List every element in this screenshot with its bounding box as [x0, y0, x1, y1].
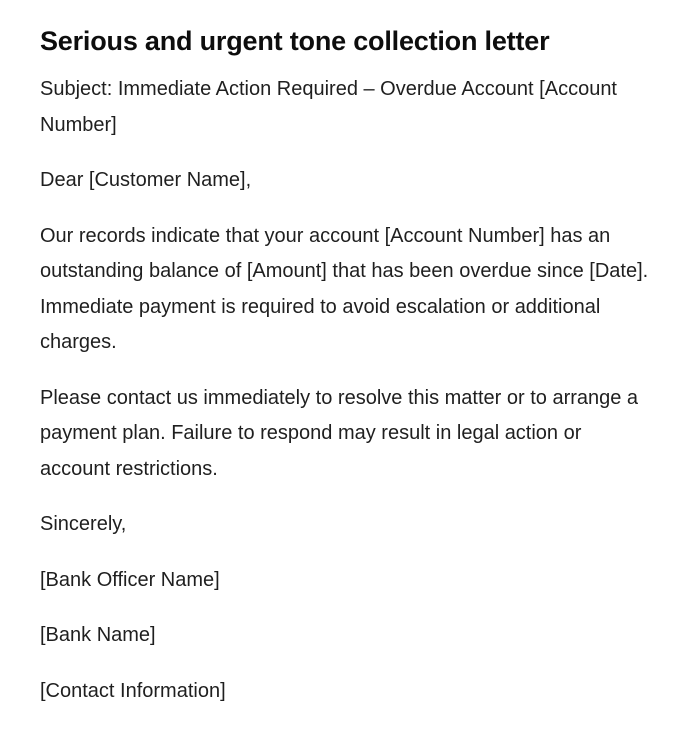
paragraph-body-overdue-notice: Our records indicate that your account [Account Number] has an outstanding balance of [Amount] that has been overdue since [Date]. Immediate payment is required to avoid escalation or additional charges.: [40, 224, 649, 353]
paragraph-salutation: Dear [Customer Name],: [40, 169, 252, 191]
paragraph-signature-bank-name: [Bank Name]: [40, 624, 156, 646]
paragraph-closing: Sincerely,: [40, 513, 127, 535]
page-title: Serious and urgent tone collection letter: [40, 26, 550, 56]
paragraph-subject-line: Subject: Immediate Action Required – Overdue Account [Account Number]: [40, 78, 617, 136]
paragraph-signature-officer-name: [Bank Officer Name]: [40, 568, 220, 591]
paragraph-signature-contact-info: [Contact Information]: [40, 679, 226, 702]
paragraph-body-call-to-action: Please contact us immediately to resolve this matter or to arrange a payment plan. Failure to respond may result in legal action or account restrictions.: [40, 386, 639, 480]
